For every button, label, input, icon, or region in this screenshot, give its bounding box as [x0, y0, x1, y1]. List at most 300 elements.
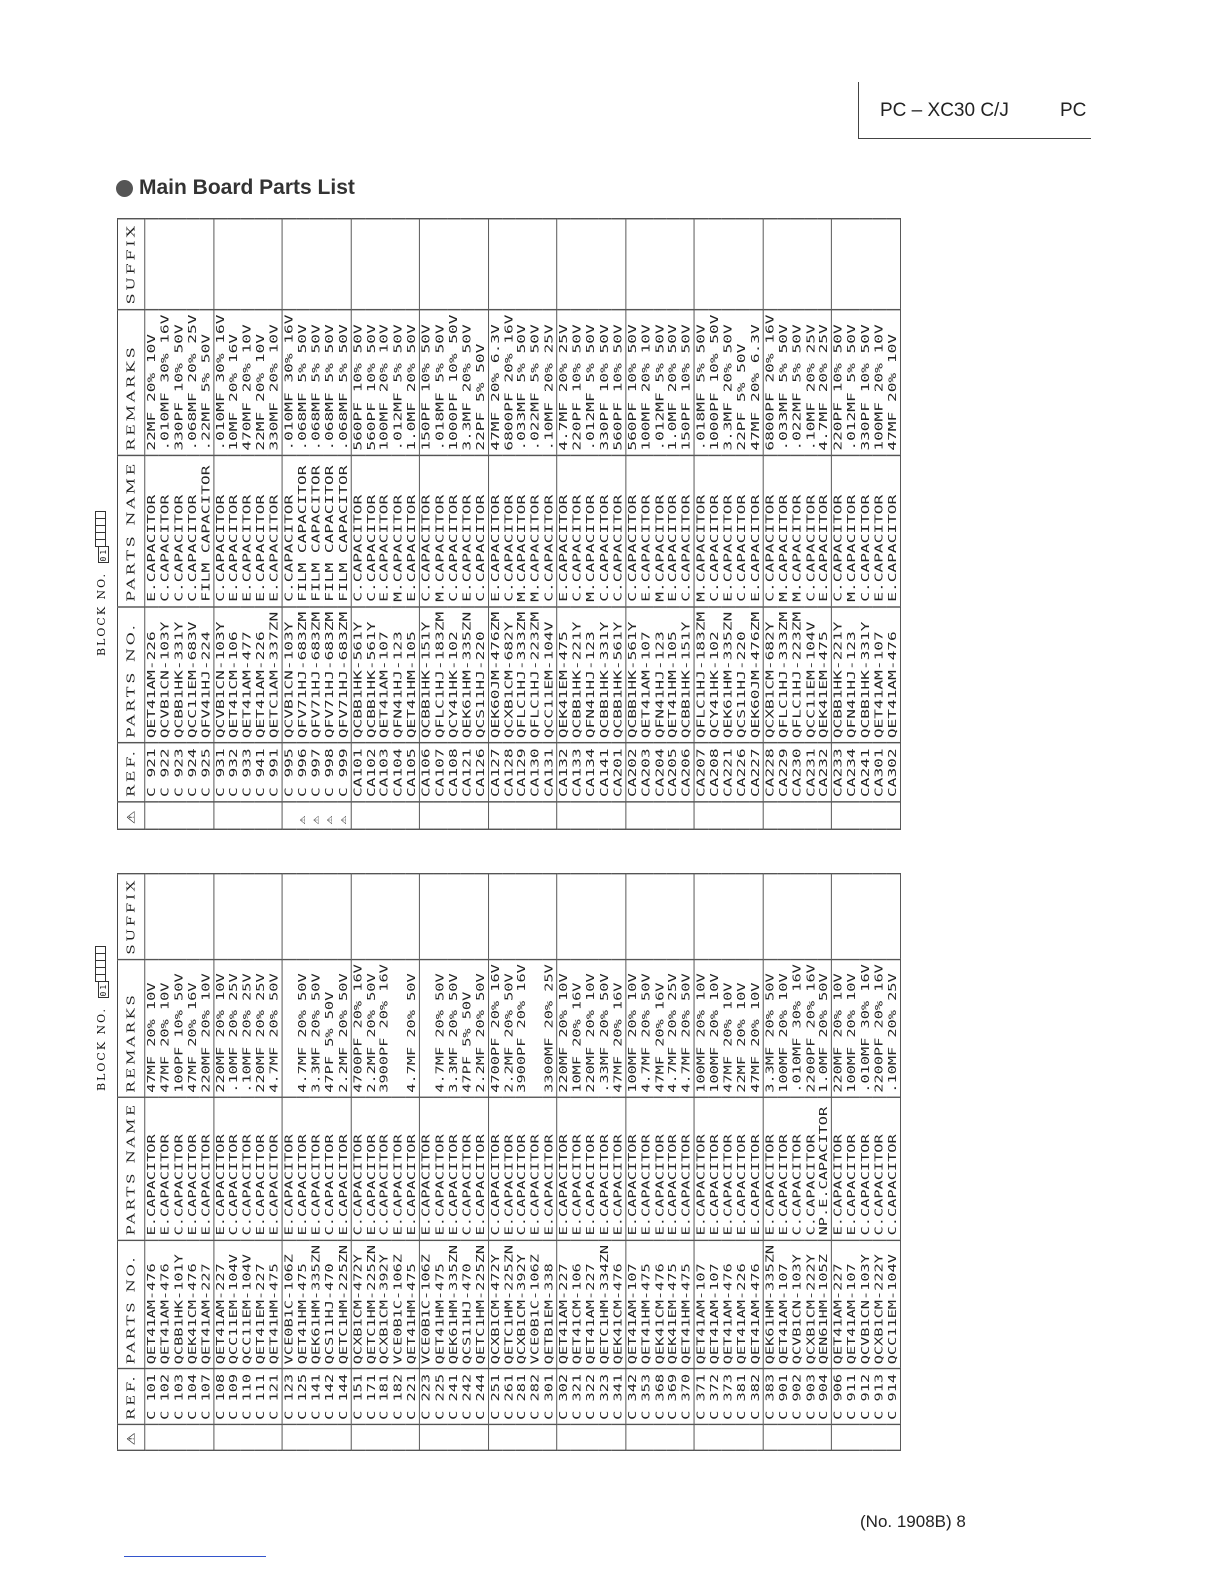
parts-name-cell: C.CAPACITOR — [598, 456, 612, 607]
safety-mark — [186, 1425, 200, 1451]
parts-name-cell: E.CAPACITOR — [846, 1097, 860, 1240]
remarks-cell: 2.2MF 20% 50V — [474, 959, 488, 1097]
ref-cell: C 922 — [159, 743, 173, 802]
parts-name-cell: FILM CAPACITOR — [337, 456, 351, 607]
suffix-cell — [763, 873, 777, 959]
safety-mark — [873, 1425, 887, 1451]
parts-no-cell: QET41AM-226 — [255, 607, 269, 743]
ref-cell: C 933 — [241, 743, 255, 802]
remarks-cell: .10MF 20% 25V — [543, 309, 557, 455]
parts-name-cell: E.CAPACITOR — [557, 456, 571, 607]
table-row — [859, 873, 873, 1450]
parts-name-cell: C.CAPACITOR — [571, 456, 585, 607]
column-header-parts-name: PARTS NAME — [117, 456, 144, 607]
table-row — [571, 218, 585, 829]
table-row — [763, 873, 777, 1450]
remarks-cell: 4.7MF 20% 50V — [405, 959, 419, 1097]
table-row — [502, 218, 516, 829]
table-row — [474, 218, 488, 829]
table-row — [626, 873, 640, 1450]
parts-no-cell: QFLC1HJ-333ZM — [777, 607, 791, 743]
parts-no-cell: QCXB1CM-472Y — [351, 1240, 365, 1369]
ref-cell: CA221 — [722, 743, 736, 802]
parts-no-cell: VCE0B1C-106Z — [529, 1240, 543, 1369]
safety-mark — [598, 802, 612, 829]
parts-no-cell: QCBB1HK-561Y — [626, 607, 640, 743]
table-row — [612, 218, 626, 829]
remarks-cell: 220MF 20% 25V — [255, 959, 269, 1097]
safety-mark — [227, 802, 241, 829]
suffix-cell — [186, 873, 200, 959]
suffix-cell — [502, 218, 516, 309]
safety-mark — [640, 1425, 654, 1451]
safety-mark — [488, 802, 502, 829]
parts-no-cell: QFLC1HJ-333ZM — [516, 607, 530, 743]
parts-name-cell: C.CAPACITOR — [351, 456, 365, 607]
safety-mark — [873, 802, 887, 829]
parts-no-cell: QET41AM-476 — [722, 1240, 736, 1369]
safety-mark — [365, 1425, 379, 1451]
suffix-cell — [378, 873, 392, 959]
parts-name-cell: E.CAPACITOR — [653, 1097, 667, 1240]
parts-name-cell: C.CAPACITOR — [186, 456, 200, 607]
parts-name-cell: E.CAPACITOR — [378, 456, 392, 607]
parts-name-cell: E.CAPACITOR — [337, 1097, 351, 1240]
remarks-cell: .068MF 5% 50V — [323, 309, 337, 455]
ref-cell: CA141 — [598, 743, 612, 802]
column-header-parts-no: PARTS NO. — [117, 607, 144, 743]
parts-name-cell: C.CAPACITOR — [159, 456, 173, 607]
parts-table — [117, 217, 901, 830]
suffix-cell — [310, 873, 324, 959]
table-row — [488, 873, 502, 1450]
remarks-cell: .022MF 5% 50V — [791, 309, 805, 455]
remarks-cell: 100PF 10% 50V — [172, 959, 186, 1097]
ref-cell: CA121 — [461, 743, 475, 802]
remarks-cell — [282, 959, 296, 1097]
remarks-cell: 220MF 20% 10V — [213, 959, 227, 1097]
ref-cell: C 924 — [186, 743, 200, 802]
remarks-cell: .33MF 20% 50V — [598, 959, 612, 1097]
suffix-cell — [626, 873, 640, 959]
parts-no-cell: QCXB1CM-682Y — [763, 607, 777, 743]
remarks-cell: 47PF 5% 50V — [323, 959, 337, 1097]
parts-no-cell: VCE0B1C-106Z — [392, 1240, 406, 1369]
suffix-cell — [680, 218, 694, 309]
parts-no-cell: QCBB1HK-101Y — [172, 1240, 186, 1369]
parts-no-cell: QETB1EM-338 — [543, 1240, 557, 1369]
ref-cell: C 110 — [241, 1369, 255, 1425]
safety-mark — [529, 802, 543, 829]
remarks-cell: 220PF 10% 50V — [571, 309, 585, 455]
table-row — [516, 218, 530, 829]
parts-no-cell: QFN41HJ-123 — [846, 607, 860, 743]
ref-cell: CA302 — [886, 743, 900, 802]
parts-no-cell: QCBB1HK-151Y — [680, 607, 694, 743]
parts-name-cell: E.CAPACITOR — [818, 456, 832, 607]
safety-mark: ⚠ — [296, 802, 310, 829]
suffix-cell — [474, 873, 488, 959]
safety-mark — [447, 1425, 461, 1451]
table-row — [557, 873, 571, 1450]
remarks-cell: 3.3MF 20% 50V — [310, 959, 324, 1097]
parts-no-cell: QFV71HJ-683ZM — [310, 607, 324, 743]
ref-cell: CA204 — [653, 743, 667, 802]
safety-mark — [735, 1425, 749, 1451]
parts-name-cell: E.CAPACITOR — [405, 456, 419, 607]
table-row — [392, 873, 406, 1450]
ref-cell: C 941 — [255, 743, 269, 802]
remarks-cell: 220MF 20% 10V — [584, 959, 598, 1097]
table-row — [241, 873, 255, 1450]
table-row — [213, 218, 227, 829]
ref-cell: C 902 — [791, 1369, 805, 1425]
parts-name-cell: E.CAPACITOR — [584, 1097, 598, 1240]
parts-name-cell: E.CAPACITOR — [735, 1097, 749, 1240]
safety-mark — [832, 802, 846, 829]
parts-name-cell: E.CAPACITOR — [529, 1097, 543, 1240]
ref-cell: CA202 — [626, 743, 640, 802]
table-row — [653, 873, 667, 1450]
ref-cell: C 141 — [310, 1369, 324, 1425]
suffix-cell — [323, 218, 337, 309]
parts-no-cell: QET41AM-226 — [735, 1240, 749, 1369]
safety-mark — [543, 1425, 557, 1451]
ref-cell: C 997 — [310, 743, 324, 802]
safety-mark — [804, 802, 818, 829]
parts-name-cell: E.CAPACITOR — [667, 1097, 681, 1240]
ref-cell: CA107 — [434, 743, 448, 802]
safety-mark — [241, 1425, 255, 1451]
suffix-cell — [640, 218, 654, 309]
ref-cell: C 923 — [172, 743, 186, 802]
parts-name-cell: C.CAPACITOR — [461, 1097, 475, 1240]
remarks-cell: 100MF 20% 10V — [873, 309, 887, 455]
parts-name-cell: C.CAPACITOR — [502, 456, 516, 607]
suffix-cell — [557, 218, 571, 309]
suffix-cell — [777, 873, 791, 959]
remarks-cell: .068MF 5% 50V — [296, 309, 310, 455]
suffix-cell — [832, 218, 846, 309]
ref-cell: CA233 — [832, 743, 846, 802]
ref-cell: C 912 — [859, 1369, 873, 1425]
suffix-cell — [832, 873, 846, 959]
table-row — [378, 218, 392, 829]
ref-cell: CA234 — [846, 743, 860, 802]
remarks-cell: 330PF 10% 50V — [598, 309, 612, 455]
remarks-cell: 2200PF 20% 16V — [873, 959, 887, 1097]
parts-no-cell: QET41HM-475 — [680, 1240, 694, 1369]
remarks-cell: 100MF 20% 10V — [626, 959, 640, 1097]
table-row — [667, 218, 681, 829]
safety-mark — [832, 1425, 846, 1451]
table-row — [886, 873, 900, 1450]
suffix-cell — [873, 873, 887, 959]
safety-mark — [474, 1425, 488, 1451]
safety-mark — [199, 1425, 213, 1451]
parts-name-cell: E.CAPACITOR — [557, 1097, 571, 1240]
suffix-cell — [859, 873, 873, 959]
parts-name-cell: C.CAPACITOR — [859, 456, 873, 607]
safety-mark — [241, 802, 255, 829]
remarks-cell: .033MF 5% 50V — [516, 309, 530, 455]
suffix-cell — [640, 873, 654, 959]
ref-cell: C 342 — [626, 1369, 640, 1425]
suffix-cell — [708, 873, 722, 959]
parts-no-cell: QCBB1HK-561Y — [351, 607, 365, 743]
ref-cell: CA127 — [488, 743, 502, 802]
remarks-cell: 2200PF 20% 16V — [804, 959, 818, 1097]
suffix-cell — [584, 873, 598, 959]
table-row — [323, 218, 337, 829]
remarks-cell: 4700PF 20% 16V — [488, 959, 502, 1097]
ref-cell: C 181 — [378, 1369, 392, 1425]
table-row — [763, 218, 777, 829]
parts-no-cell: QEN61HM-105Z — [818, 1240, 832, 1369]
safety-mark — [365, 802, 379, 829]
ref-cell: C 999 — [337, 743, 351, 802]
page-number: (No. 1908B) 8 — [860, 1512, 966, 1531]
suffix-cell — [392, 218, 406, 309]
suffix-cell — [447, 873, 461, 959]
ref-cell: C 921 — [145, 743, 159, 802]
table-row — [420, 218, 434, 829]
table-row — [859, 218, 873, 829]
remarks-cell: 1000PF 10% 50V — [447, 309, 461, 455]
ref-cell: C 302 — [557, 1369, 571, 1425]
table-row — [351, 218, 365, 829]
suffix-cell — [405, 873, 419, 959]
safety-mark — [571, 802, 585, 829]
table-row — [405, 218, 419, 829]
parts-name-cell: E.CAPACITOR — [434, 1097, 448, 1240]
parts-name-cell: C.CAPACITOR — [282, 456, 296, 607]
parts-no-cell: QET41CM-106 — [227, 607, 241, 743]
table-row — [749, 873, 763, 1450]
parts-name-cell: C.CAPACITOR — [543, 456, 557, 607]
remarks-cell: 4700PF 20% 16V — [351, 959, 365, 1097]
ref-cell: C 373 — [722, 1369, 736, 1425]
parts-name-cell: C.CAPACITOR — [804, 456, 818, 607]
ref-cell: C 353 — [640, 1369, 654, 1425]
remarks-cell: 150PF 10% 50V — [680, 309, 694, 455]
suffix-cell — [488, 218, 502, 309]
table-row — [832, 873, 846, 1450]
suffix-cell — [584, 218, 598, 309]
suffix-cell — [846, 873, 860, 959]
remarks-cell: .033MF 5% 50V — [777, 309, 791, 455]
parts-name-cell: E.CAPACITOR — [488, 456, 502, 607]
remarks-cell: 560PF 10% 50V — [351, 309, 365, 455]
table-row — [282, 873, 296, 1450]
parts-name-cell: M.CAPACITOR — [846, 456, 860, 607]
remarks-cell: .068MF 5% 50V — [337, 309, 351, 455]
parts-table — [117, 872, 901, 1451]
ref-cell: CA104 — [392, 743, 406, 802]
safety-mark — [653, 1425, 667, 1451]
suffix-cell — [145, 218, 159, 309]
table-row — [241, 218, 255, 829]
suffix-cell — [818, 873, 832, 959]
parts-no-cell: QET41AM-107 — [378, 607, 392, 743]
ref-cell: C 995 — [282, 743, 296, 802]
remarks-cell: .022MF 5% 50V — [529, 309, 543, 455]
parts-no-cell: QET41AM-107 — [640, 607, 654, 743]
table-row — [502, 873, 516, 1450]
safety-mark — [612, 1425, 626, 1451]
safety-mark — [159, 802, 173, 829]
table-row — [186, 218, 200, 829]
remarks-cell: .012MF 5% 50V — [653, 309, 667, 455]
safety-mark — [447, 802, 461, 829]
safety-mark — [694, 1425, 708, 1451]
table-row — [268, 218, 282, 829]
table-row — [337, 873, 351, 1450]
parts-no-cell: QCBB1HK-561Y — [365, 607, 379, 743]
parts-no-cell: QFLC1HJ-223ZM — [529, 607, 543, 743]
remarks-cell: 3.3MF 20% 50V — [447, 959, 461, 1097]
parts-name-cell: E.CAPACITOR — [392, 1097, 406, 1240]
parts-name-cell: C.CAPACITOR — [378, 1097, 392, 1240]
ref-cell: CA134 — [584, 743, 598, 802]
safety-mark — [296, 1425, 310, 1451]
remarks-cell: 22PF 5% 50V — [474, 309, 488, 455]
parts-no-cell: QEK61HM-335ZN — [447, 1240, 461, 1369]
ref-cell: C 223 — [420, 1369, 434, 1425]
ref-cell: C 241 — [447, 1369, 461, 1425]
suffix-cell — [351, 873, 365, 959]
table-row — [640, 873, 654, 1450]
ref-cell: CA103 — [378, 743, 392, 802]
parts-name-cell: E.CAPACITOR — [543, 1097, 557, 1240]
table-row — [543, 873, 557, 1450]
remarks-cell: 3900PF 20% 16V — [378, 959, 392, 1097]
parts-no-cell: QFN41HJ-123 — [392, 607, 406, 743]
parts-name-cell: C.CAPACITOR — [213, 456, 227, 607]
parts-no-cell: QCXB1CM-392Y — [516, 1240, 530, 1369]
safety-mark — [378, 1425, 392, 1451]
parts-name-cell: E.CAPACITOR — [626, 1097, 640, 1240]
table-row — [447, 873, 461, 1450]
parts-no-cell: QET41AM-227 — [199, 1240, 213, 1369]
remarks-cell: 47MF 20% 10V — [722, 959, 736, 1097]
safety-mark — [598, 1425, 612, 1451]
remarks-cell: 4.7MF 20% 50V — [268, 959, 282, 1097]
parts-no-cell: QET41AM-227 — [832, 1240, 846, 1369]
suffix-cell — [791, 218, 805, 309]
parts-no-cell: VCE0B1C-106Z — [420, 1240, 434, 1369]
remarks-cell: .010MF 30% 16V — [282, 309, 296, 455]
parts-no-cell: QETC1HM-225ZN — [474, 1240, 488, 1369]
safety-mark — [571, 1425, 585, 1451]
remarks-cell: .068MF 5% 50V — [310, 309, 324, 455]
ref-cell: C 261 — [502, 1369, 516, 1425]
table-row — [640, 218, 654, 829]
parts-no-cell: QET41HM-475 — [268, 1240, 282, 1369]
table-row — [199, 873, 213, 1450]
parts-no-cell: QEK41EM-475 — [667, 1240, 681, 1369]
suffix-cell — [680, 873, 694, 959]
parts-name-cell: C.CAPACITOR — [612, 456, 626, 607]
safety-mark: ⚠ — [323, 802, 337, 829]
remarks-cell: 150PF 10% 50V — [420, 309, 434, 455]
table-row — [722, 873, 736, 1450]
table-row — [213, 873, 227, 1450]
parts-no-cell: QET41CM-106 — [571, 1240, 585, 1369]
safety-mark — [199, 802, 213, 829]
suffix-cell — [405, 218, 419, 309]
ref-cell: C 182 — [392, 1369, 406, 1425]
parts-no-cell: QEK60JM-476ZM — [488, 607, 502, 743]
safety-mark — [434, 1425, 448, 1451]
remarks-cell: 3300MF 20% 25V — [543, 959, 557, 1097]
remarks-cell: .10MF 20% 25V — [227, 959, 241, 1097]
parts-no-cell: QEK41EM-475 — [557, 607, 571, 743]
safety-mark — [886, 1425, 900, 1451]
parts-name-cell: E.CAPACITOR — [227, 456, 241, 607]
ref-cell: C 242 — [461, 1369, 475, 1425]
suffix-cell — [529, 873, 543, 959]
ref-cell: CA108 — [447, 743, 461, 802]
parts-no-cell: QCC11EM-104V — [804, 607, 818, 743]
suffix-cell — [268, 218, 282, 309]
remarks-cell: 3.3MF 20% 50V — [763, 959, 777, 1097]
ref-cell: C 301 — [543, 1369, 557, 1425]
suffix-cell — [145, 873, 159, 959]
ref-cell: CA106 — [420, 743, 434, 802]
remarks-cell: 22MF 20% 10V — [145, 309, 159, 455]
safety-mark — [859, 802, 873, 829]
parts-no-cell: QETC1AM-337ZN — [268, 607, 282, 743]
parts-no-cell: QET41HM-475 — [405, 1240, 419, 1369]
table-row — [447, 218, 461, 829]
ref-cell: CA201 — [612, 743, 626, 802]
parts-name-cell: M.CAPACITOR — [694, 456, 708, 607]
parts-name-cell: M.CAPACITOR — [777, 456, 791, 607]
remarks-cell: 6800PF 20% 16V — [502, 309, 516, 455]
parts-name-cell: E.CAPACITOR — [722, 1097, 736, 1240]
parts-no-cell: QET41AM-476 — [159, 1240, 173, 1369]
ref-cell: C 281 — [516, 1369, 530, 1425]
table-row — [405, 873, 419, 1450]
table-row — [804, 873, 818, 1450]
suffix-cell — [708, 218, 722, 309]
ref-cell: C 121 — [268, 1369, 282, 1425]
parts-name-cell: E.CAPACITOR — [612, 1097, 626, 1240]
parts-no-cell: QET41AM-107 — [846, 1240, 860, 1369]
safety-mark — [557, 1425, 571, 1451]
remarks-cell: .012MF 5% 50V — [846, 309, 860, 455]
parts-no-cell: QCBB1HK-221Y — [571, 607, 585, 743]
parts-name-cell: C.CAPACITOR — [791, 1097, 805, 1240]
suffix-cell — [667, 218, 681, 309]
suffix-cell — [653, 218, 667, 309]
ref-cell: CA131 — [543, 743, 557, 802]
ref-cell: CA102 — [365, 743, 379, 802]
parts-no-cell: QET41EM-227 — [255, 1240, 269, 1369]
parts-no-cell: QETC1HM-225ZN — [502, 1240, 516, 1369]
parts-name-cell: E.CAPACITOR — [199, 1097, 213, 1240]
suffix-cell — [282, 218, 296, 309]
parts-name-cell: E.CAPACITOR — [502, 1097, 516, 1240]
ref-cell: C 382 — [749, 1369, 763, 1425]
parts-name-cell: E.CAPACITOR — [213, 1097, 227, 1240]
parts-no-cell: QFN41HJ-123 — [653, 607, 667, 743]
parts-name-cell: C.CAPACITOR — [804, 1097, 818, 1240]
ref-cell: CA231 — [804, 743, 818, 802]
remarks-cell: 2.2MF 20% 50V — [337, 959, 351, 1097]
ref-cell: C 321 — [571, 1369, 585, 1425]
